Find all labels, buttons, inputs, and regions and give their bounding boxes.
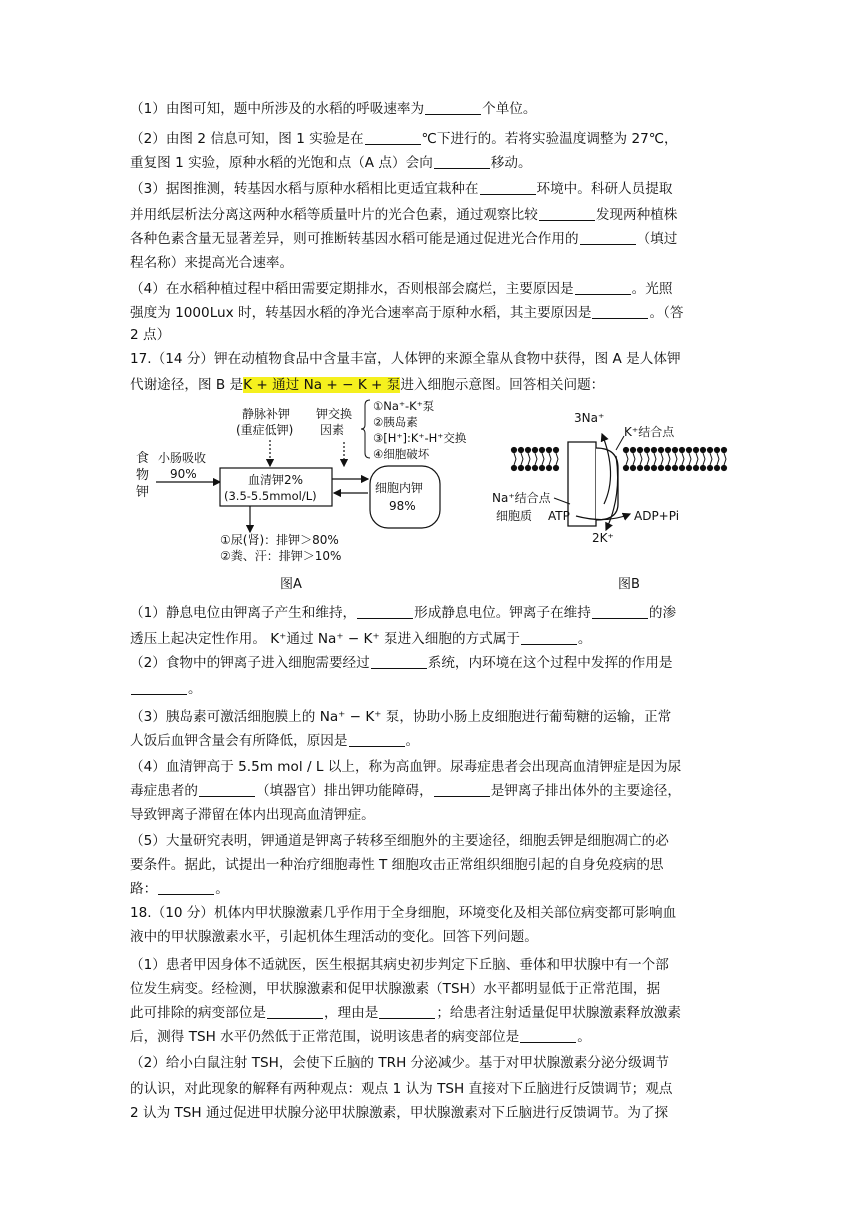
answer-blank[interactable] — [539, 206, 595, 221]
lipid-head — [651, 465, 656, 470]
lipid-tail — [640, 459, 642, 465]
lipid-tail — [696, 459, 698, 465]
text-run: 人饭后血钾含量会有所降低，原因是 — [130, 733, 348, 749]
lipid-head — [658, 465, 663, 470]
lipid-head — [700, 465, 705, 470]
text-run: （1）静息电位由钾离子产生和维持， — [130, 605, 357, 621]
fig-a-absorb-label: 小肠吸收 — [158, 451, 207, 465]
lipid-tail — [549, 453, 551, 459]
fig-a-absorb-pct: 90% — [170, 467, 197, 481]
text-run: 个单位。 — [482, 101, 537, 117]
text-run: 。（答 — [649, 305, 684, 321]
answer-blank[interactable] — [365, 130, 421, 145]
fig-a-supplement-2: (重症低钾) — [236, 423, 294, 437]
fig-b-k-site-pointer — [616, 436, 624, 450]
lipid-tail — [689, 459, 691, 465]
lipid-head — [532, 465, 537, 470]
lipid-tail — [528, 453, 530, 459]
text-line-l1 — [130, 100, 742, 118]
fig-a-serum-2: (3.5-5.5mmol/L) — [224, 489, 317, 503]
lipid-tail — [703, 459, 705, 465]
text-line-l27 — [130, 956, 742, 974]
lipid-head — [672, 465, 677, 470]
figure-area — [130, 392, 742, 594]
lipid-tail — [724, 459, 726, 465]
fig-a-factor-brace — [361, 400, 370, 458]
lipid-head — [672, 447, 677, 452]
fig-b-atp: ATP — [548, 509, 570, 523]
answer-blank[interactable] — [131, 680, 187, 695]
highlighted-phrase: K + 通过 Na + − K + 泵 — [243, 377, 401, 393]
text-run: （填器官）排出钾功能障碍， — [255, 783, 433, 799]
text-run: ；给患者注射适量促甲状腺激素释放激素 — [436, 1005, 681, 1021]
lipid-head — [511, 465, 516, 470]
answer-blank[interactable] — [357, 604, 413, 619]
lipid-tail — [528, 459, 530, 465]
fig-a-factor-3: ③[H⁺]:K⁺-H⁺交换 — [373, 431, 467, 445]
figure-b — [492, 411, 727, 592]
answer-blank[interactable] — [592, 304, 648, 319]
fig-a-food-3: 钾 — [136, 485, 150, 500]
lipid-head — [707, 465, 712, 470]
lipid-head — [721, 447, 726, 452]
answer-blank[interactable] — [379, 1004, 435, 1019]
fig-a-factor-4: ④细胞破坏 — [373, 447, 430, 461]
fig-a-excretion-2: ②粪、汗：排钾＞10% — [220, 549, 342, 563]
fig-a-exchange-1: 钾交换 — [316, 407, 353, 421]
text-run: （2）给小白鼠注射 TSH，会使下丘脑的 TRH 分泌减少。基于对甲状腺激素分泌分级调节 — [130, 1055, 669, 1071]
lipid-tail — [654, 459, 656, 465]
text-run: 。 — [215, 881, 229, 897]
fig-b-pump — [568, 442, 596, 526]
lipid-tail — [717, 459, 719, 465]
text-run: 进入细胞示意图。回答相关问题： — [400, 377, 605, 393]
text-run: 导致钾离子滞留在体内出现高血清钾症。 — [130, 807, 375, 823]
lipid-head — [525, 465, 530, 470]
lipid-tail — [556, 459, 558, 465]
text-run: 形成静息电位。钾离子在维持 — [414, 605, 591, 621]
text-run: （3）胰岛素可激活细胞膜上的 Na⁺ − K⁺ 泵，协助小肠上皮细胞进行葡萄糖的运输，正常 — [130, 709, 672, 725]
text-line-l16 — [130, 680, 742, 698]
lipid-head — [686, 465, 691, 470]
text-run: （填过 — [636, 231, 678, 247]
fig-a-excretion-1: ①尿(肾)：排钾＞80% — [220, 533, 339, 547]
lipid-head — [637, 447, 642, 452]
lipid-head — [700, 447, 705, 452]
text-line-l7 — [130, 254, 742, 272]
lipid-tail — [542, 459, 544, 465]
text-run: 要条件。据此，试提出一种治疗细胞毒性 T 细胞攻击正常组织细胞引起的自身免疫病的思 — [130, 857, 664, 873]
text-run: （3）据图推测，转基因水稻与原种水稻相比更适宜栽种在 — [130, 181, 479, 197]
lipid-tail — [682, 453, 684, 459]
text-run: （2）食物中的钾离子进入细胞需要经过 — [130, 655, 370, 671]
answer-blank[interactable] — [349, 732, 405, 747]
lipid-head — [623, 465, 628, 470]
text-line-l3 — [130, 154, 742, 172]
text-run: 位发生病变。经检测，甲状腺激素和促甲状腺激素（TSH）水平都明显低于正常范围，据 — [130, 981, 661, 997]
answer-blank[interactable] — [158, 880, 214, 895]
text-line-l19 — [130, 758, 742, 776]
text-line-l31 — [130, 1054, 742, 1072]
lipid-tail — [633, 453, 635, 459]
text-run: 环境中。科研人员提取 — [536, 181, 673, 197]
lipid-head — [637, 465, 642, 470]
text-run: 。 — [577, 631, 592, 647]
text-run: （5）大量研究表明，钾通道是钾离子转移至细胞外的主要途径，细胞丢钾是细胞凋亡的必 — [130, 833, 669, 849]
text-run: （2）由图 2 信息可知，图 1 实验是在 — [130, 131, 364, 147]
text-run: 18.（10 分）机体内甲状腺激素几乎作用于全身细胞，环境变化及相关部位病变都可影响血 — [130, 905, 677, 921]
text-run: 强度为 1000Lux 时，转基因水稻的净光合速率高于原种水稻，其主要原因是 — [130, 305, 592, 321]
fig-a-exchange-2: 因素 — [320, 423, 345, 437]
fig-a-caption: 图A — [280, 577, 302, 592]
lipid-tail — [626, 459, 628, 465]
lipid-head — [623, 447, 628, 452]
fig-a-factor-2: ②胰岛素 — [373, 415, 418, 429]
lipid-tail — [689, 453, 691, 459]
answer-blank[interactable] — [434, 154, 490, 169]
answer-blank[interactable] — [592, 604, 648, 619]
text-line-l33 — [130, 1104, 742, 1122]
fig-b-k-site: K⁺结合点 — [624, 425, 675, 439]
lipid-tail — [668, 453, 670, 459]
lipid-tail — [521, 453, 523, 459]
text-line-l9 — [130, 304, 742, 322]
lipid-tail — [682, 459, 684, 465]
text-run: 后，测得 TSH 水平仍然低于正常范围，说明该患者的病变部位是 — [130, 1029, 520, 1045]
lipid-head — [665, 447, 670, 452]
answer-blank[interactable] — [434, 782, 490, 797]
lipid-tail — [710, 453, 712, 459]
text-line-l25 — [130, 904, 742, 922]
lipid-head — [553, 465, 558, 470]
text-line-l4 — [130, 180, 742, 198]
fig-a-food-1: 食 — [136, 451, 150, 466]
lipid-tail — [668, 459, 670, 465]
lipid-head — [693, 465, 698, 470]
fig-b-adp: ADP+Pi — [634, 509, 680, 523]
answer-blank[interactable] — [480, 180, 536, 195]
text-line-l10 — [130, 326, 742, 344]
lipid-head — [721, 465, 726, 470]
text-line-l21 — [130, 806, 742, 824]
fig-a-serum-1: 血清钾2% — [248, 473, 304, 487]
lipid-head — [644, 447, 649, 452]
lipid-tail — [633, 459, 635, 465]
text-run: 发现两种植株 — [595, 207, 678, 223]
lipid-head — [546, 465, 551, 470]
text-line-l18 — [130, 732, 742, 750]
lipid-tail — [661, 453, 663, 459]
answer-blank[interactable] — [371, 654, 427, 669]
text-line-l32 — [130, 1080, 742, 1098]
fig-b-na-site: Na⁺结合点 — [492, 491, 551, 505]
lipid-tail — [661, 459, 663, 465]
fig-a-factor-1: ①Na⁺-K⁺泵 — [373, 399, 435, 413]
text-run: （1）由图可知，题中所涉及的水稻的呼吸速率为 — [130, 101, 425, 117]
lipid-head — [693, 447, 698, 452]
text-line-l5 — [130, 206, 742, 224]
answer-blank[interactable] — [575, 280, 631, 295]
text-run: 路： — [130, 881, 158, 897]
lipid-head — [686, 447, 691, 452]
text-run: 重复图 1 实验，原种水稻的光饱和点（A 点）会向 — [130, 155, 433, 171]
text-run: 液中的甲状腺激素水平，引起机体生理活动的变化。回答下列问题。 — [130, 929, 538, 945]
lipid-tail — [654, 453, 656, 459]
lipid-head — [707, 447, 712, 452]
lipid-head — [553, 447, 558, 452]
lipid-tail — [626, 453, 628, 459]
fig-b-2k: 2K⁺ — [592, 531, 614, 545]
lipid-tail — [640, 453, 642, 459]
lipid-head — [539, 447, 544, 452]
text-line-l23 — [130, 856, 742, 874]
text-line-l15 — [130, 654, 742, 672]
lipid-head — [714, 465, 719, 470]
lipid-tail — [696, 453, 698, 459]
fig-b-3na: 3Na⁺ — [574, 411, 605, 425]
fig-a-cell-box — [370, 466, 440, 528]
lipid-tail — [556, 453, 558, 459]
fig-a-cell-1: 细胞内钾 — [375, 481, 424, 495]
text-run: ，理由是 — [323, 1005, 379, 1021]
answer-blank[interactable] — [267, 1004, 323, 1019]
lipid-tail — [710, 459, 712, 465]
text-run: 透压上起决定性作用。 K⁺通过 Na⁺ − K⁺ 泵进入细胞的方式属于 — [130, 631, 520, 647]
fig-b-pump-right — [596, 448, 618, 520]
lipid-head — [532, 447, 537, 452]
answer-blank[interactable] — [521, 630, 577, 645]
lipid-tail — [549, 459, 551, 465]
text-line-l6 — [130, 230, 742, 248]
text-line-l13 — [130, 604, 742, 622]
text-run: 程名称）来提高光合速率。 — [130, 255, 294, 271]
lipid-tail — [675, 453, 677, 459]
lipid-head — [518, 465, 523, 470]
lipid-tail — [675, 459, 677, 465]
text-run: 各种色素含量无显著差异，则可推断转基因水稻可能是通过促进光合作用的 — [130, 231, 579, 247]
fig-a-food-2: 物 — [136, 468, 150, 483]
figure-a — [136, 399, 467, 592]
lipid-head — [658, 447, 663, 452]
text-run: ℃下进行的。若将实验温度调整为 27℃， — [421, 131, 678, 147]
text-line-l26 — [130, 928, 742, 946]
answer-blank[interactable] — [425, 100, 481, 115]
text-run: 系统，内环境在这个过程中发挥的作用是 — [427, 655, 673, 671]
text-run: （1）患者甲因身体不适就医，医生根据其病史初步判定下丘脑、垂体和甲状腺中有一个部 — [130, 957, 669, 973]
lipid-tail — [514, 459, 516, 465]
lipid-tail — [521, 459, 523, 465]
lipid-head — [539, 465, 544, 470]
text-run: 2 点） — [130, 327, 171, 343]
lipid-head — [525, 447, 530, 452]
text-run: 是钾离子排出体外的主要途径， — [490, 783, 681, 799]
text-line-l24 — [130, 880, 742, 898]
text-line-l14 — [130, 630, 742, 648]
text-line-l8 — [130, 280, 742, 298]
text-run: 。 — [405, 733, 420, 749]
lipid-head — [644, 465, 649, 470]
lipid-tail — [514, 453, 516, 459]
lipid-tail — [647, 453, 649, 459]
lipid-tail — [703, 453, 705, 459]
lipid-tail — [724, 453, 726, 459]
text-run: 的认识，对此现象的解释有两种观点：观点 1 认为 TSH 直接对下丘脑进行反馈调节；观点 — [130, 1081, 673, 1097]
lipid-head — [511, 447, 516, 452]
lipid-head — [630, 465, 635, 470]
lipid-head — [679, 447, 684, 452]
fig-a-supplement-1: 静脉补钾 — [242, 407, 291, 421]
text-line-l2 — [130, 130, 742, 148]
text-line-l29 — [130, 1004, 742, 1022]
text-run: 。 — [577, 1029, 591, 1045]
text-run: 2 认为 TSH 通过促进甲状腺分泌甲状腺激素，甲状腺激素对下丘脑进行反馈调节。为了探 — [130, 1105, 669, 1121]
answer-blank[interactable] — [580, 230, 636, 245]
text-run: 毒症患者的 — [130, 783, 198, 799]
lipid-head — [518, 447, 523, 452]
lipid-head — [714, 447, 719, 452]
fig-a-cell-2: 98% — [389, 499, 416, 513]
text-line-l11 — [130, 350, 742, 368]
text-run: 代谢途径，图 B 是 — [130, 377, 244, 393]
text-run: 。 — [188, 681, 202, 697]
text-run: （4）在水稻种植过程中稻田需要定期排水，否则根部会腐烂，主要原因是 — [130, 281, 574, 297]
lipid-head — [665, 465, 670, 470]
text-line-l20 — [130, 782, 742, 800]
lipid-tail — [542, 453, 544, 459]
text-run: 移动。 — [490, 155, 532, 171]
text-line-l30 — [130, 1028, 742, 1046]
text-run: 17.（14 分）钾在动植物食品中含量丰富，人体钾的来源全靠从食物中获得，图 A 是人体钾 — [130, 351, 681, 367]
answer-blank[interactable] — [520, 1028, 576, 1043]
fig-b-cytoplasm: 细胞质 — [496, 509, 533, 523]
text-run: 的渗 — [648, 605, 677, 621]
fig-b-caption: 图B — [618, 577, 640, 592]
lipid-head — [679, 465, 684, 470]
lipid-tail — [535, 459, 537, 465]
text-line-l17 — [130, 708, 742, 726]
fig-b-membrane — [511, 447, 726, 470]
answer-blank[interactable] — [199, 782, 255, 797]
lipid-tail — [535, 453, 537, 459]
lipid-head — [630, 447, 635, 452]
text-run: （4）血清钾高于 5.5m mol / L 以上，称为高血钾。尿毒症患者会出现高血清钾症是因为尿 — [130, 759, 682, 775]
lipid-head — [546, 447, 551, 452]
text-run: 并用纸层析法分离这两种水稻等质量叶片的光合色素，通过观察比较 — [130, 207, 538, 223]
text-run: 。光照 — [631, 281, 673, 297]
text-line-l22 — [130, 832, 742, 850]
lipid-head — [651, 447, 656, 452]
text-run: 此可排除的病变部位是 — [130, 1005, 266, 1021]
lipid-tail — [647, 459, 649, 465]
text-line-l28 — [130, 980, 742, 998]
lipid-tail — [717, 453, 719, 459]
